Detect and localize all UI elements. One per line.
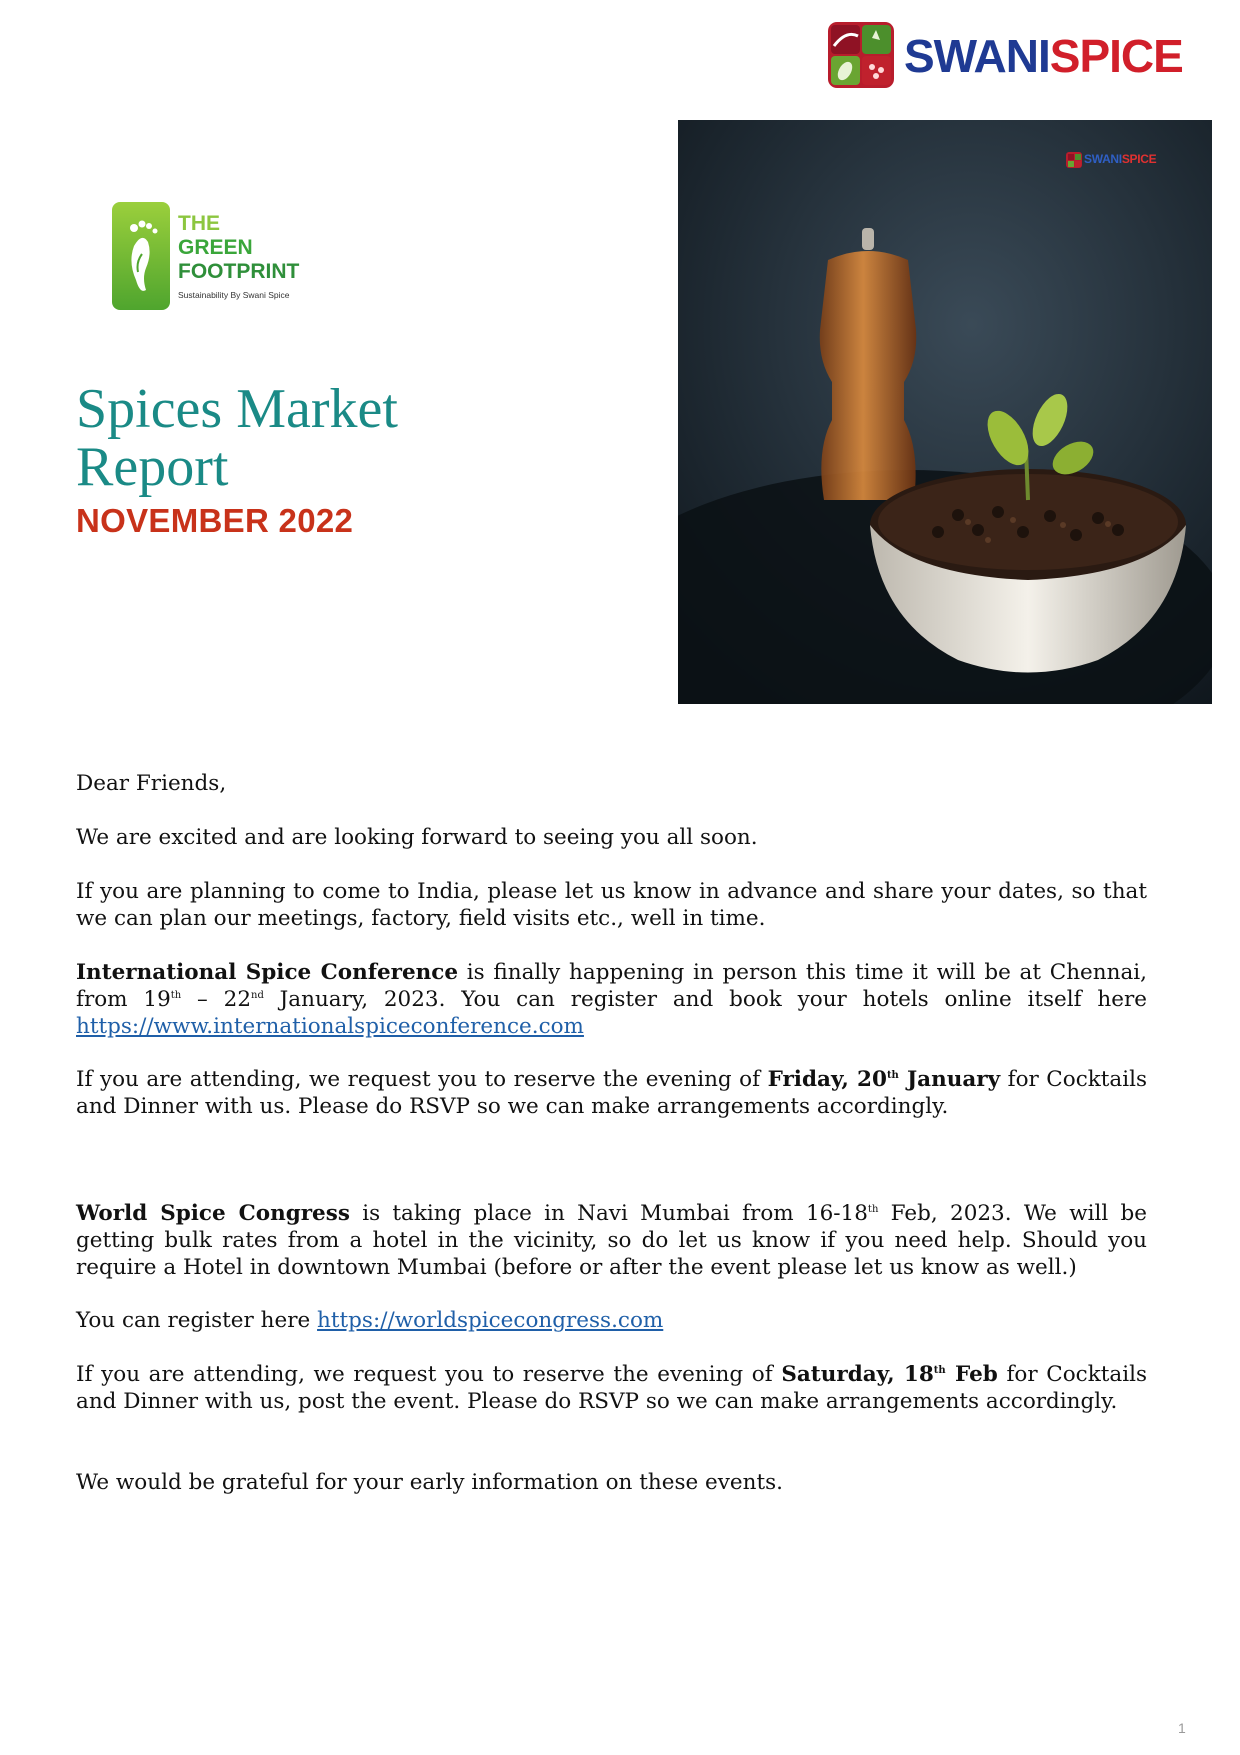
congress-text-b: Feb, 2023. We will be getting bulk rates from a hotel in the vicinity, so do let us know if you need help. Should you require a Hotel in downtown Mumbai (before or after the event please let us know as well.)	[76, 1201, 1147, 1280]
congress-text-a: is taking place in Navi Mumbai from 16-18	[349, 1201, 868, 1226]
title-line1: Spices Market	[76, 378, 398, 440]
rsvp2-text-b: for Cocktails and Dinner with us, post the event. Please do RSVP so we can make arrangements accordingly.	[76, 1362, 1147, 1414]
green-logo-line2: GREEN	[178, 236, 253, 259]
conference-text-a: is finally happening in person this time it will be at Chennai, from 19	[76, 960, 1147, 1012]
rsvp1-date-b: January	[898, 1067, 1001, 1092]
footprint-icon	[112, 202, 170, 310]
page-number: 1	[1178, 1720, 1186, 1736]
paragraph-conference-rsvp	[76, 1066, 1147, 1120]
rsvp2-date	[781, 1362, 997, 1387]
swanispice-logo	[828, 22, 1213, 92]
green-logo-line3: FOOTPRINT	[178, 260, 300, 283]
conference-sup-1: th	[170, 990, 182, 1001]
greeting: Dear Friends,	[76, 771, 227, 796]
rsvp1-text-b: for Cocktails and Dinner with us. Please do RSVP so we can make arrangements accordingly.	[76, 1067, 1148, 1119]
paragraph-1: We are excited and are looking forward to seeing you all soon.	[76, 825, 758, 850]
conference-sup-2: nd	[251, 990, 264, 1001]
photo-brand-part2: SPICE	[1121, 152, 1157, 166]
conference-name: International Spice Conference	[76, 960, 459, 985]
paragraph-congress	[76, 1200, 1147, 1281]
swanispice-mark-icon	[828, 22, 894, 88]
register-text: You can register here	[76, 1308, 318, 1333]
rsvp2-sup: th	[933, 1365, 946, 1376]
congress-name: World Spice Congress	[76, 1201, 350, 1226]
paragraph-congress-rsvp	[76, 1361, 1147, 1415]
paragraph-register	[76, 1307, 1147, 1334]
report-month: NOVEMBER 2022	[76, 502, 354, 539]
green-logo-tagline: Sustainability By Swani Spice	[178, 290, 290, 300]
rsvp1-date-a: Friday, 20	[767, 1067, 887, 1092]
hero-photo	[678, 120, 1212, 704]
conference-text-b: – 22	[181, 987, 251, 1012]
conference-link[interactable]: https://www.internationalspiceconference.com	[76, 1014, 584, 1039]
congress-sup: th	[867, 1204, 879, 1215]
green-footprint-logo	[112, 202, 312, 312]
rsvp2-text-a: If you are attending, we request you to reserve the evening of	[76, 1362, 782, 1387]
brand-name-part1: SWANI	[904, 30, 1050, 82]
green-logo-line1: THE	[178, 212, 220, 235]
rsvp1-date	[768, 1067, 1001, 1092]
title-line2: Report	[76, 436, 229, 498]
pepper-bowl-illustration	[678, 120, 1212, 704]
brand-name-part2: SPICE	[1049, 30, 1183, 82]
rsvp2-date-a: Saturday, 18	[781, 1362, 934, 1387]
rsvp1-sup: th	[886, 1070, 899, 1081]
rsvp2-date-b: Feb	[945, 1362, 998, 1387]
photo-brand-part1: SWANI	[1084, 152, 1122, 166]
photo-brand-watermark	[1084, 152, 1156, 166]
rsvp1-text-a: If you are attending, we request you to reserve the evening of	[76, 1067, 768, 1092]
page-title	[76, 380, 596, 496]
conference-text-c: January, 2023. You can register and book your hotels online itself here	[263, 987, 1147, 1012]
paragraph-2: If you are planning to come to India, please let us know in advance and share your dates, so that we can plan our meetings, factory, field visits etc., well in time.	[76, 879, 1147, 931]
paragraph-conference	[76, 959, 1147, 1040]
congress-link[interactable]: https://worldspicecongress.com	[317, 1308, 664, 1333]
paragraph-closing: We would be grateful for your early information on these events.	[76, 1470, 783, 1495]
